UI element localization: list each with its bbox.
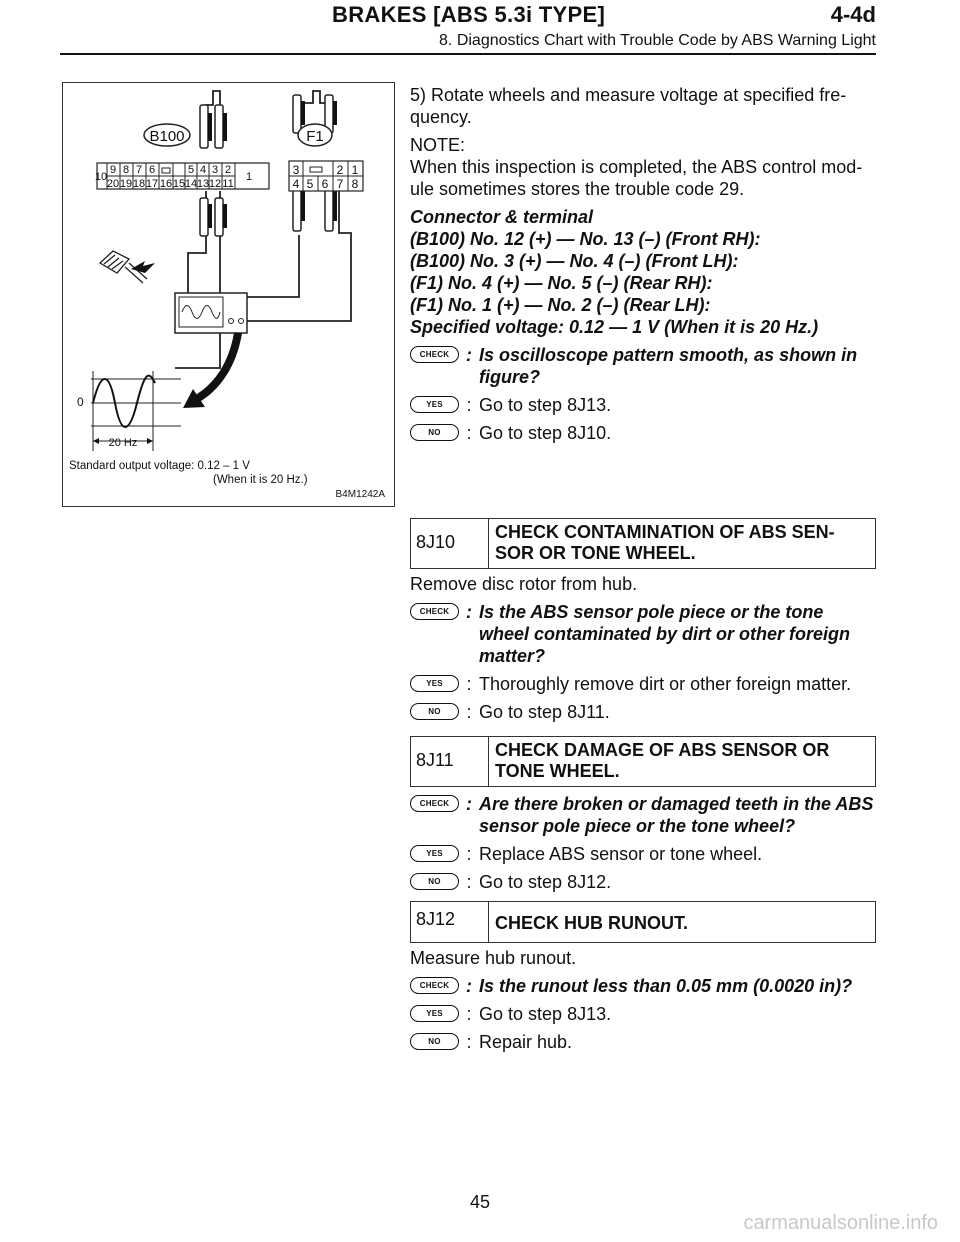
pointer-arrow bbox=[193, 333, 238, 401]
step-header-8j12 bbox=[410, 901, 876, 943]
step-number: 8J10 bbox=[411, 519, 489, 568]
figure-caption-line1: Standard output voltage: 0.12 – 1 V bbox=[69, 460, 250, 472]
b100-label: B100 bbox=[149, 128, 185, 145]
b100-connector bbox=[95, 163, 269, 190]
step-link-8j12[interactable]: 8J12 bbox=[567, 872, 607, 892]
header-rule bbox=[60, 53, 876, 55]
svg-text:10: 10 bbox=[94, 171, 108, 183]
svg-text:0: 0 bbox=[77, 395, 84, 409]
svg-text:5: 5 bbox=[306, 177, 314, 191]
svg-text:14: 14 bbox=[184, 178, 198, 190]
svg-text:16: 16 bbox=[159, 178, 173, 190]
check-question: Is oscilloscope pattern smooth, as shown in figure? bbox=[479, 345, 858, 387]
page-number: 45 bbox=[469, 1192, 491, 1212]
step-number: 8J11 bbox=[411, 737, 489, 786]
no-row: NO : Go to step 8J10. bbox=[410, 422, 876, 444]
no-tag: NO bbox=[410, 424, 459, 441]
intro-step-text: 5) Rotate wheels and measure voltage at specified fre- quency. bbox=[410, 85, 847, 127]
step-title: CHECK DAMAGE OF ABS SENSOR OR TONE WHEEL. bbox=[495, 740, 830, 781]
yes-row: YES : Go to step 8J13. bbox=[410, 394, 876, 416]
wiring-diagram bbox=[63, 83, 393, 505]
svg-text:12: 12 bbox=[208, 178, 222, 190]
step-title: CHECK HUB RUNOUT. bbox=[495, 913, 688, 933]
step-header-8j11 bbox=[410, 736, 876, 787]
svg-text:7: 7 bbox=[135, 164, 143, 176]
spec-block: Connector & terminal (B100) No. 12 (+) — No. 13 (–) (Front RH): (B100) No. 3 (+) — No. 4 (–) (Front LH): (F1) No. 4 (+) — No. 5 (–) (Rear RH): (F1) No. 1 (+) — No. 2 (–) (Rear LH): Specified voltage: 0.12 — 1 V (When it is 20 Hz.) bbox=[410, 207, 819, 337]
figure-id: B4M1242A bbox=[335, 489, 385, 500]
check-row: CHECK : Are there broken or damaged teeth in the ABS sensor pole piece or the tone wheel? bbox=[410, 793, 876, 837]
check-question: Is the ABS sensor pole piece or the tone wheel contaminated by dirt or other foreign matter? bbox=[479, 602, 851, 666]
yes-row: YES : Replace ABS sensor or tone wheel. bbox=[410, 843, 876, 865]
yes-tag: YES bbox=[410, 675, 459, 692]
no-answer: Repair hub. bbox=[479, 1032, 573, 1052]
yes-answer: Replace ABS sensor or tone wheel. bbox=[479, 844, 763, 864]
oscilloscope bbox=[175, 293, 247, 333]
svg-text:18: 18 bbox=[132, 178, 146, 190]
yes-row: YES : Go to step 8J13. bbox=[410, 1003, 876, 1025]
svg-text:6: 6 bbox=[321, 177, 329, 191]
f1-connector bbox=[289, 161, 363, 191]
svg-text:8: 8 bbox=[122, 164, 130, 176]
svg-text:7: 7 bbox=[336, 177, 344, 191]
svg-text:2: 2 bbox=[336, 163, 344, 177]
check-question: Is the runout less than 0.05 mm (0.0020 in)? bbox=[479, 976, 853, 996]
step-8j12 bbox=[410, 901, 876, 1059]
step-body: Measure hub runout. bbox=[410, 948, 577, 968]
svg-text:11: 11 bbox=[222, 178, 234, 190]
step-8j11 bbox=[410, 736, 876, 899]
svg-text:1: 1 bbox=[245, 171, 253, 183]
svg-text:2: 2 bbox=[224, 164, 232, 176]
note-label: NOTE: bbox=[410, 135, 466, 155]
svg-text:5: 5 bbox=[187, 164, 195, 176]
svg-text:6: 6 bbox=[148, 164, 156, 176]
step-link-8j13[interactable]: 8J13 bbox=[567, 1004, 607, 1024]
svg-text:1: 1 bbox=[351, 163, 359, 177]
no-row: NO : Repair hub. bbox=[410, 1031, 876, 1053]
oscilloscope-figure bbox=[62, 82, 395, 507]
step-link-8j10[interactable]: 8J10 bbox=[567, 423, 607, 443]
no-tag: NO bbox=[410, 703, 459, 720]
watermark: carmanualsonline.info bbox=[743, 1212, 938, 1234]
check-row: CHECK : Is the runout less than 0.05 mm (0.0020 in)? bbox=[410, 975, 876, 997]
step-link-8j11[interactable]: 8J11 bbox=[567, 702, 605, 722]
svg-text:20 Hz: 20 Hz bbox=[108, 437, 138, 449]
svg-text:17: 17 bbox=[145, 178, 159, 190]
section-title: BRAKES [ABS 5.3i TYPE] bbox=[332, 2, 606, 27]
yes-answer: Thoroughly remove dirt or other foreign matter. bbox=[479, 674, 852, 694]
svg-text:19: 19 bbox=[119, 178, 133, 190]
svg-text:3: 3 bbox=[211, 164, 219, 176]
step-body: Remove disc rotor from hub. bbox=[410, 574, 638, 594]
no-row: NO : Go to step 8J11. bbox=[410, 701, 876, 723]
svg-text:9: 9 bbox=[109, 164, 117, 176]
yes-tag: YES bbox=[410, 845, 459, 862]
yes-tag: YES bbox=[410, 396, 459, 413]
no-tag: NO bbox=[410, 873, 459, 890]
figure-caption-line2: (When it is 20 Hz.) bbox=[213, 474, 308, 486]
step-link-8j13[interactable]: 8J13 bbox=[567, 395, 607, 415]
yes-row: YES : Thoroughly remove dirt or other foreign matter. bbox=[410, 673, 876, 695]
plug-arrow bbox=[131, 261, 155, 273]
no-row: NO : Go to step 8J12. bbox=[410, 871, 876, 893]
check-tag: CHECK bbox=[410, 977, 459, 994]
yes-tag: YES bbox=[410, 1005, 459, 1022]
step-number: 8J12 bbox=[411, 902, 489, 942]
section-subtitle: 8. Diagnostics Chart with Trouble Code by ABS Warning Light bbox=[439, 32, 876, 49]
step-title: CHECK CONTAMINATION OF ABS SEN- SOR OR TONE WHEEL. bbox=[495, 522, 835, 563]
svg-text:8: 8 bbox=[351, 177, 359, 191]
intro-block bbox=[410, 84, 876, 450]
waveform-plot bbox=[77, 371, 181, 451]
svg-text:20: 20 bbox=[106, 178, 120, 190]
svg-text:4: 4 bbox=[292, 177, 300, 191]
svg-text:13: 13 bbox=[196, 178, 210, 190]
step-header-8j10 bbox=[410, 518, 876, 569]
svg-text:15: 15 bbox=[172, 178, 186, 190]
check-row: CHECK : Is the ABS sensor pole piece or the tone wheel contaminated by dirt or other foreign matter? bbox=[410, 601, 876, 667]
svg-text:3: 3 bbox=[292, 163, 300, 177]
f1-label: F1 bbox=[306, 128, 324, 145]
check-question: Are there broken or damaged teeth in the ABS sensor pole piece or the tone wheel? bbox=[479, 794, 874, 836]
section-code: 4-4d bbox=[830, 2, 876, 27]
check-tag: CHECK bbox=[410, 795, 459, 812]
check-row: CHECK : Is oscilloscope pattern smooth, as shown in figure? bbox=[410, 344, 876, 388]
step-8j10 bbox=[410, 518, 876, 729]
no-tag: NO bbox=[410, 1033, 459, 1050]
svg-text:4: 4 bbox=[199, 164, 207, 176]
check-tag: CHECK bbox=[410, 346, 459, 363]
note-text: When this inspection is completed, the ABS control mod- ule sometimes stores the trouble code 29. bbox=[410, 157, 863, 199]
check-tag: CHECK bbox=[410, 603, 459, 620]
